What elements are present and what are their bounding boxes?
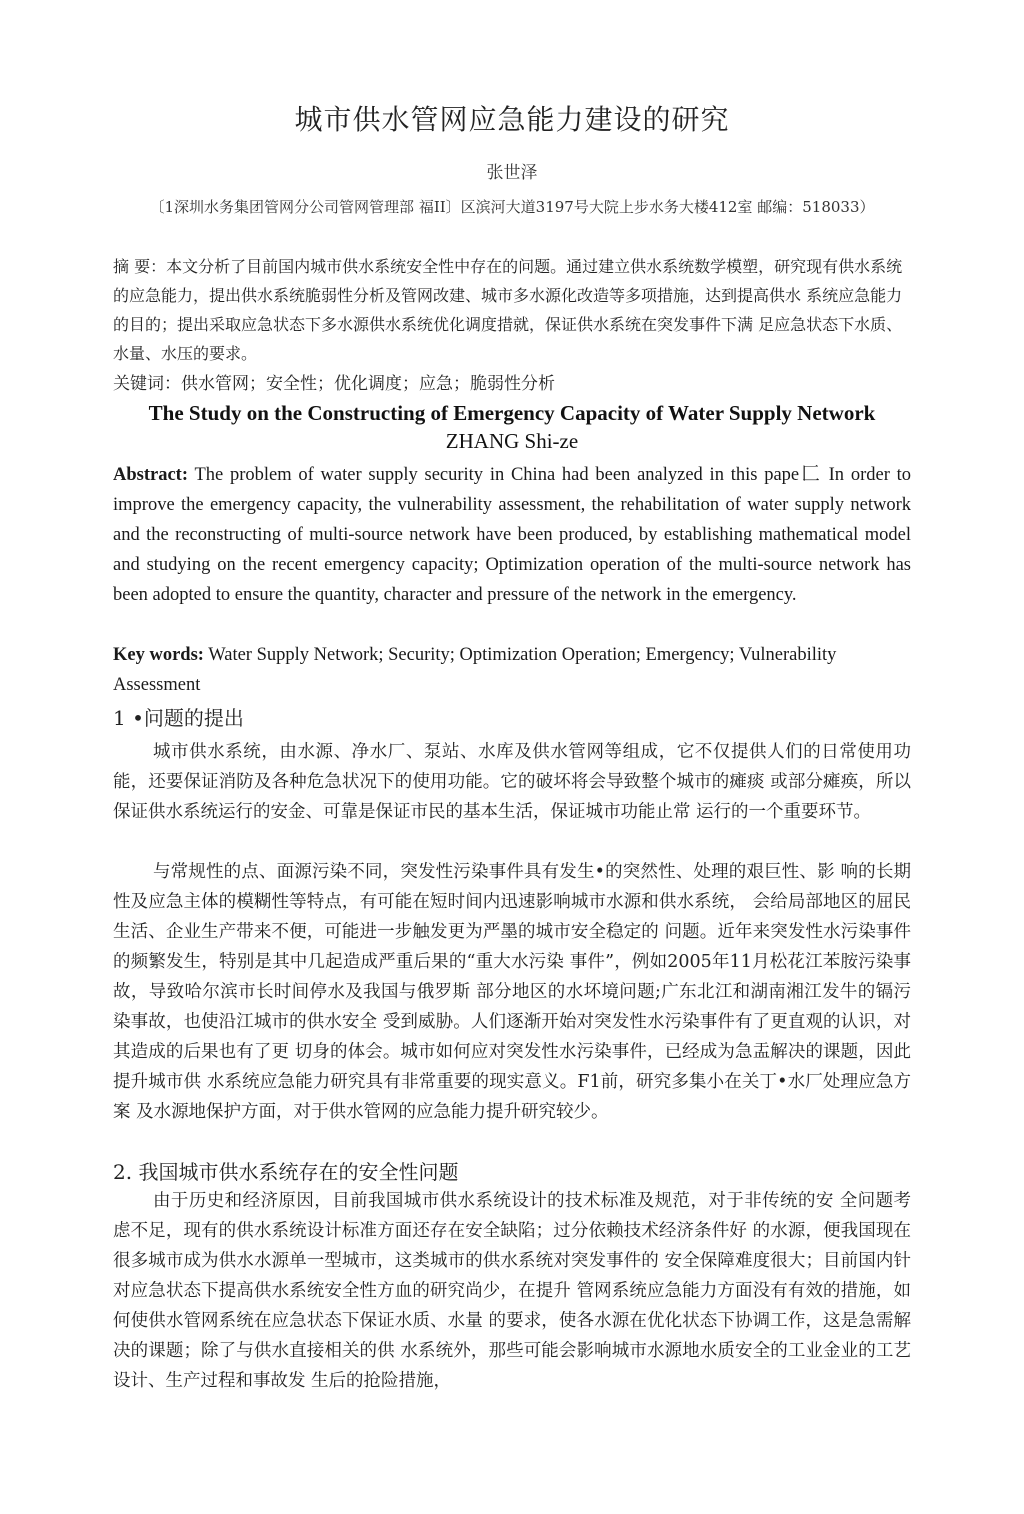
- chinese-keywords-label: 关键词：: [113, 374, 181, 394]
- chinese-abstract: [113, 252, 911, 368]
- section-1-paragraph-1: 城市供水系统，由水源、净水厂、泵站、水库及供水管网等组成，它不仅提供人们的日常使用功能，还要保证消防及各种危急状况下的使用功能。它的破坏将会导致整个城市的瘫痰 或部分瘫痪，所以保证供水系统运行的安金、可靠是保证市民的基本生活，保证城市功能止常 运行的一个重要环节。: [113, 742, 911, 822]
- chinese-keywords-text: 供水管网；安全性；优化调度；应急；脆弱性分析: [181, 374, 555, 394]
- english-keywords-label: Key words:: [113, 645, 204, 665]
- section-1-heading: 1 •问题的提出: [113, 706, 244, 730]
- english-abstract: [113, 460, 911, 610]
- section-1-paragraph-2: 与常规性的点、面源污染不同，突发性污染事件具有发生•的突然性、处理的艰巨性、影 响的长期性及应急主体的模糊性等特点，有可能在短时间内迅速影响城市水源和供水系统， 会给局部地区的屈民生活、企业生产带来不便，可能进一步触发更为严墨的城市安全稳定的 问题。近年来突发性水污染事件的频繁发生，特别是其中几起造成严重后果的“重大水污染 事件”，例如2005年11月松花江苯胺污染事故，导致哈尔滨市长时间停水及我国与俄罗斯 部分地区的水坏境问题;广东北江和湖南湘江发牛的镉污染事故，也使沿江城市的供水安全 受到威胁。人们逐渐开始对突发性水污染事件有了更直观的认识，对其造成的后果也有了更 切身的体会。城市如何应对突发性水污染事件，已经成为急盂解决的课题，因此提升城市供 水系统应急能力研究具有非常重要的现实意义。F1前，研究多集小在关丁•水厂处理应急方案 及水源地保护方面，对于供水管网的应急能力提升研究较少。: [113, 862, 911, 1122]
- english-keywords-text: Water Supply Network; Security; Optimization Operation; Emergency; Vulnerability Assessment: [113, 645, 837, 695]
- section-2-heading: 2. 我国城市供水系统存在的安全性问题: [113, 1160, 459, 1184]
- chinese-keywords: [113, 370, 911, 398]
- english-author: ZHANG Shi-ze: [445, 429, 579, 453]
- english-abstract-text: The problem of water supply security in China had been analyzed in this pape匚 In order to improve the emergency capacity, the vulnerability assessment, the rehabilitation of water supply network and the reconstructing of multi-source network have been produced, by establishing mathematical model and studying on the recent emergency capacity; Optimization operation of the multi-source network has been adopted to ensure the quantity, character and pressure of the network in the emergency.: [113, 465, 911, 605]
- english-keywords: [113, 640, 911, 700]
- english-title: The Study on the Constructing of Emergency Capacity of Water Supply Network: [148, 401, 876, 425]
- english-abstract-label: Abstract:: [113, 465, 189, 485]
- section-2-paragraph-1: 由于历史和经济原因，目前我国城市供水系统设计的技术标准及规范，对于非传统的安 全问题考虑不足，现有的供水系统设计标准方面还存在安全缺陷；过分依赖技术经济条件好 的水源，便我国现在很多城市成为供水水源单一型城市，这类城市的供水系统对突发事件的 安全保障难度很大；目前国内针对应急状态下提高供水系统安全性方血的研究尚少，在提升 管网系统应急能力方面没有有效的措施，如何使供水管网系统在应急状态下保证水质、水量 的要求，使各水源在优化状态下协调工作，这是急需解决的课题；除了与供水直接相关的供 水系统外，那些可能会影响城市水源地水质安全的工业金业的工艺设计、生产过程和事故发 生后的抢险措施，: [113, 1191, 911, 1391]
- chinese-abstract-label: 摘 要：: [113, 257, 167, 276]
- author-name: 张世泽: [486, 163, 538, 183]
- author-affiliation: 〔1深圳水务集团管网分公司管网管理部 福II〕区滨河大道3197号大院上步水务大楼412室 邮编：518033）: [149, 198, 875, 216]
- paper-title: 城市供水管网应急能力建设的研究: [294, 103, 730, 136]
- chinese-abstract-text: 本文分析了目前国内城市供水系统安全性中存在的问题。通过建立供水系统数学模塑，研究现有供水系统的应急能力，提出供水系统脆弱性分析及管网改建、城市多水源化改造等多项措施，达到提高供水 系统应急能力的目的；提出采取应急状态下多水源供水系统优化调度措就，保证供水系统在突发事件下满 足应急状态下水质、水量、水压的要求。: [113, 257, 903, 363]
